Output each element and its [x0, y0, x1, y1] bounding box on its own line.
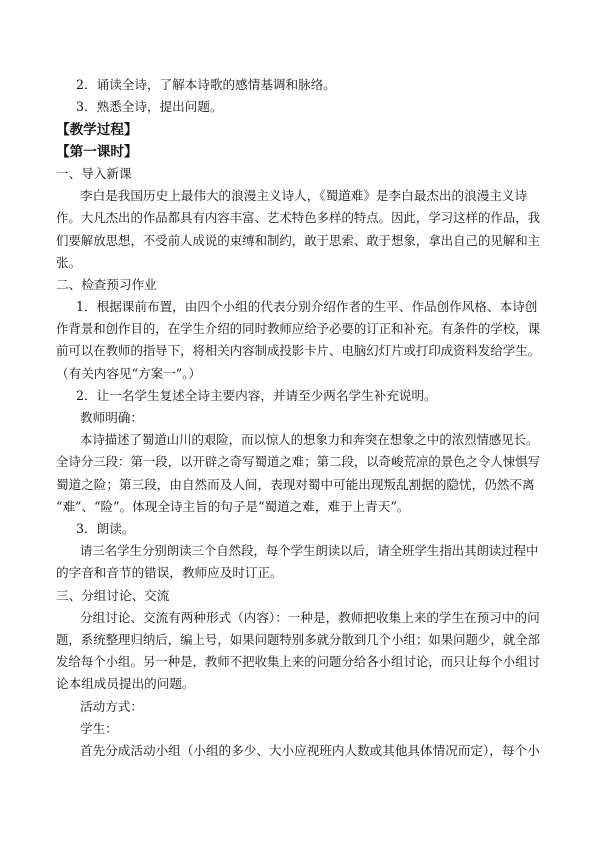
text-line: “难”、“险”。体现全诗主旨的句子是“蜀道之难，难于上青天”。: [56, 499, 410, 514]
text-line: 们要解放思想，不受前人成说的束缚和制约，敢于思索、敢于想象，拿出自己的见解和主: [56, 233, 540, 248]
text-line: 3．朗读。: [76, 521, 135, 536]
text-line: 题，系统整理归纳后，编上号，如果问题特别多就分散到几个小组；如果问题少，就全部: [56, 632, 540, 647]
text-line: 2．让一名学生复述全诗主要内容，并请至少两名学生补充说明。: [76, 388, 437, 403]
text-line: 前可以在教师的指导下，将相关内容制成投影卡片、电脑幻灯片或打印成资料发给学生。: [56, 343, 540, 358]
text-line: 活动方式：: [80, 699, 143, 714]
section-heading: 【教学过程】: [56, 122, 138, 138]
text-line: （有关内容见“方案一”。）: [56, 366, 202, 381]
subsection-heading: 一、导入新课: [56, 166, 132, 181]
text-line: 蜀道之险；第三段，由自然而及人间，表现对蜀中可能出现叛乱割据的隐忧，仍然不离: [56, 477, 535, 492]
text-line: 张。: [56, 255, 82, 270]
text-line: 分组讨论、交流有两种形式（内容）：一种是，教师把收集上来的学生在预习中的问: [80, 610, 540, 625]
text-line: 2．诵读全诗，了解本诗歌的感情基调和脉络。: [76, 77, 336, 92]
subsection-heading: 三、分组讨论、交流: [56, 588, 170, 603]
text-line: 作。大凡杰出的作品都具有内容丰富、艺术特色多样的特点。因此，学习这样的作品，我: [56, 210, 540, 225]
text-line: 1．根据课前布置，由四个小组的代表分别介绍作者的生平、作品创作风格、本诗创: [76, 299, 538, 314]
text-line: 本诗描述了蜀道山川的艰险，而以惊人的想象力和奔突在想象之中的浓烈情感见长。: [80, 432, 539, 447]
text-line: 首先分成活动小组（小组的多少、大小应视班内人数或其他具体情况而定），每个小: [80, 743, 540, 758]
section-heading: 【第一课时】: [56, 144, 138, 160]
text-line: 论本组成员提出的问题。: [56, 676, 195, 691]
text-line: 的字音和音节的错误，教师应及时订正。: [56, 565, 283, 580]
text-line: 3．熟悉全诗，提出问题。: [76, 99, 223, 114]
text-line: 学生：: [80, 721, 118, 736]
text-line: 李白是我国历史上最伟大的浪漫主义诗人，《蜀道难》是李白最杰出的浪漫主义诗: [80, 188, 528, 203]
text-line: 请三名学生分别朗读三个自然段，每个学生朗读以后，请全班学生指出其朗读过程中: [80, 543, 539, 558]
text-line: 发给每个小组。另一种是，教师不把收集上来的问题分给各小组讨论，而只让每个小组讨: [56, 654, 540, 669]
text-line: 全诗分三段：第一段，以开辟之奇写蜀道之难；第二段，以奇峻荒凉的景色之令人悚惧写: [56, 454, 540, 469]
text-line: 教师明确：: [80, 410, 143, 425]
text-line: 作背景和创作目的，在学生介绍的同时教师应给予必要的订正和补充。有条件的学校，课: [56, 321, 540, 336]
subsection-heading: 二、检查预习作业: [56, 277, 157, 292]
